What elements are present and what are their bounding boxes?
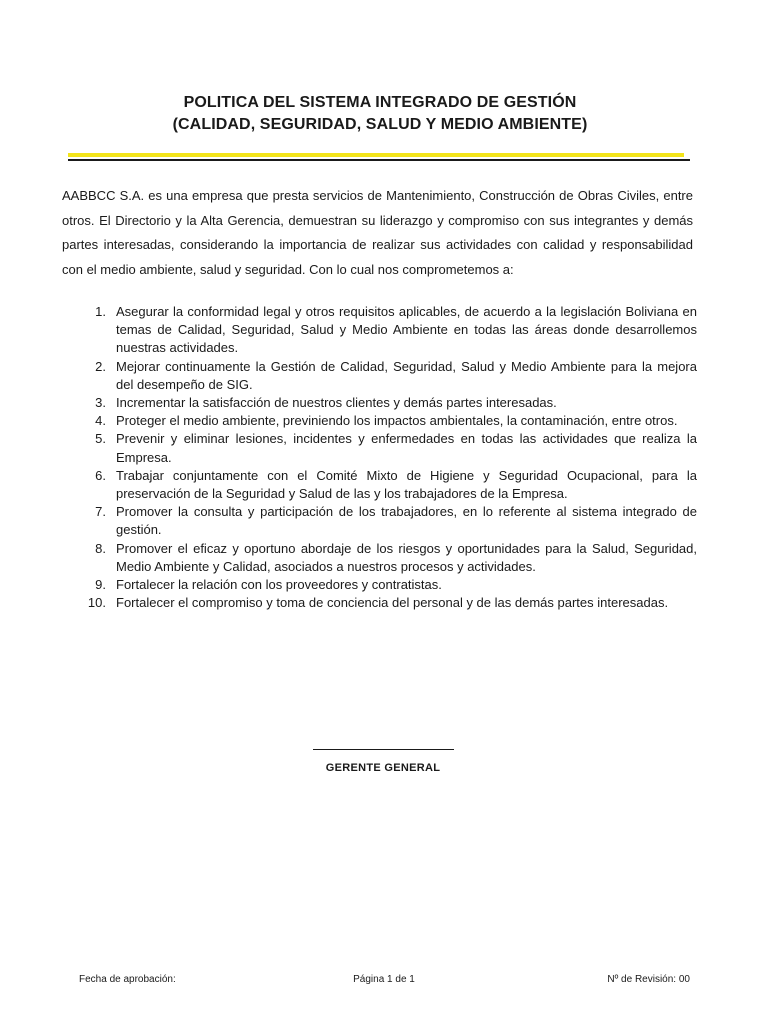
policy-item — [80, 303, 697, 358]
policy-item — [80, 467, 697, 503]
footer-approval-date: Fecha de aprobación: — [79, 974, 176, 985]
policy-number: 1. — [95, 304, 106, 319]
policy-number: 10. — [87, 595, 106, 611]
policy-item — [80, 576, 697, 594]
policy-item — [80, 540, 697, 576]
policy-text: Fortalecer la relación con los proveedores y contratistas. — [116, 577, 442, 593]
title-underline-highlight — [68, 153, 684, 157]
policy-number: 7. — [95, 504, 106, 520]
footer-page-number: Página 1 de 1 — [353, 974, 415, 985]
policy-number: 4. — [95, 413, 106, 429]
intro-paragraph: AABBCC S.A. es una empresa que presta servicios de Mantenimiento, Construcción de Obras Civiles, entre otros. El Directorio y la Alta Gerencia, demuestran su liderazgo y compromiso con sus integrantes y demás partes interesadas, considerando la importancia de realizar sus actividades con calidad y responsabilidad con el medio ambiente, salud y seguridad. Con lo cual nos comprometemos a: — [62, 188, 693, 277]
policy-text: Trabajar conjuntamente con el Comité Mixto de Higiene y Seguridad Ocupacional, para la preservación de la Seguridad y Salud de las y los trabajadores de la Empresa. — [116, 467, 697, 502]
policy-text: Incrementar la satisfacción de nuestros clientes y demás partes interesadas. — [116, 395, 557, 411]
footer-revision: Nº de Revisión: 00 — [607, 974, 690, 985]
signature-line — [313, 749, 454, 750]
policy-item — [80, 394, 697, 412]
policy-list — [80, 303, 697, 612]
policy-text: Asegurar la conformidad legal y otros requisitos aplicables, de acuerdo a la legislación Boliviana en temas de Calidad, Seguridad, Salud y Medio Ambiente en todas las áreas donde desarrollemos nuestras actividades. — [116, 304, 697, 356]
policy-number: 8. — [95, 540, 106, 556]
title-underline — [68, 159, 690, 161]
policy-text: Promover el eficaz y oportuno abordaje de los riesgos y oportunidades para la Salud, Seguridad, Medio Ambiente y Calidad, asociados a nuestros procesos y actividades. — [116, 540, 697, 574]
policy-number: 2. — [95, 358, 106, 374]
policy-item — [80, 503, 697, 539]
policy-number: 9. — [95, 577, 106, 593]
policy-text: Promover la consulta y participación de los trabajadores, en lo referente al sistema integrado de gestión. — [116, 504, 697, 538]
policy-text: Proteger el medio ambiente, previniendo los impactos ambientales, la contaminación, entre otros. — [116, 413, 678, 429]
policy-text: Prevenir y eliminar lesiones, incidentes y enfermedades en todas las actividades que realiza la Empresa. — [116, 431, 697, 465]
policy-item — [80, 594, 697, 612]
policy-number: 3. — [95, 395, 106, 411]
policy-number: 6. — [95, 467, 106, 483]
policy-text: Fortalecer el compromiso y toma de conciencia del personal y de las demás partes interesadas. — [116, 595, 669, 611]
document-title — [62, 92, 698, 136]
policy-item — [80, 430, 697, 466]
policy-item — [80, 358, 697, 394]
title-line-2: (CALIDAD, SEGURIDAD, SALUD Y MEDIO AMBIENTE) — [172, 116, 588, 133]
signature-label: GERENTE GENERAL — [325, 762, 441, 774]
policy-item — [80, 412, 697, 430]
policy-text: Mejorar continuamente la Gestión de Calidad, Seguridad, Salud y Medio Ambiente para la mejora del desempeño de SIG. — [116, 358, 697, 392]
policy-number: 5. — [95, 431, 106, 447]
title-line-1: POLITICA DEL SISTEMA INTEGRADO DE GESTIÓN — [183, 94, 577, 111]
